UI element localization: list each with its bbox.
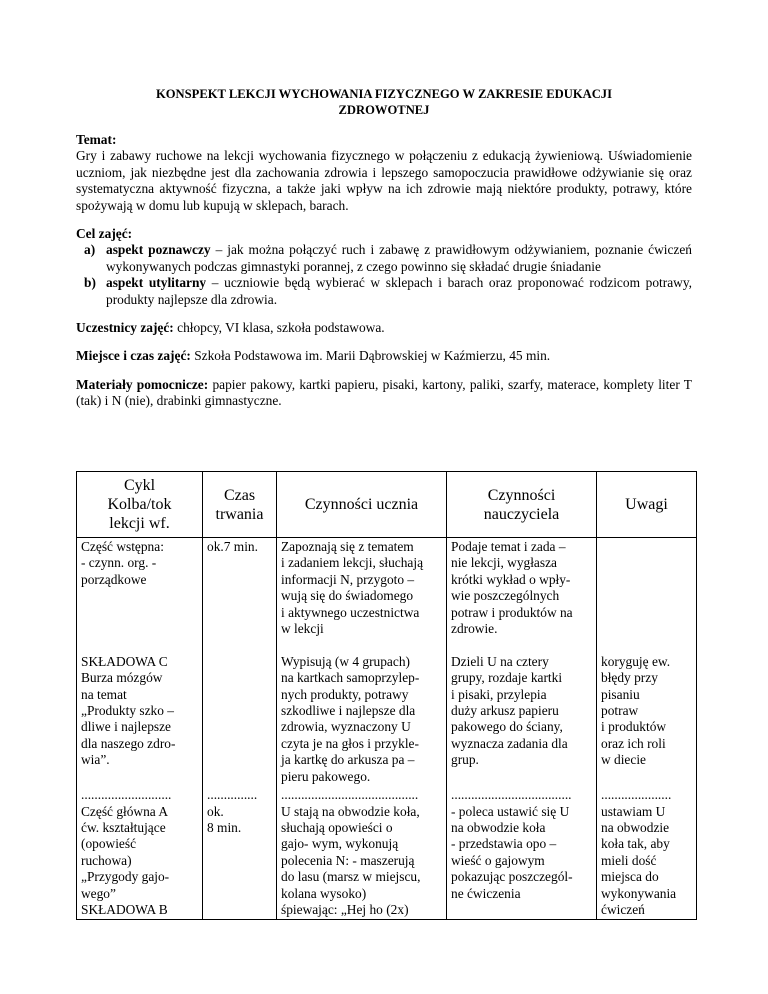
goal-marker: b) [84,275,96,291]
cell-student-activities: Zapoznają się z tematem i zadaniem lekcji, słuchają informacji N, przygoto – wują się do świadomego i aktywnego uczestnictwa w lekcji Wypisują (w 4 grupach) na kartkach samoprzylep- nych produkty, potrawy szkodliwe i najlepsze dla zdrowia, wyznaczony U czyta je na głos i przykle- ja kartkę do arkusza pa – pieru pakowego. [277,538,447,787]
goal-marker: a) [84,242,96,258]
topic-text: Gry i zabawy ruchowe na lekcji wychowania fizycznego w połączeniu z edukacją żywieniową. Uświadomienie uczniom, jak niezbędne jest dla zachowania zdrowia i lepszego samopoczucia prawidłowe odżywianie się oraz systematyczna aktywność fizyczna, a także jaki wpływ na ich zdrowie mają niektóre produkty, potrawy, które spożywają w domu lub kupują w sklepach, barach. [76,148,692,213]
table-row [77,786,697,920]
goal-item [84,275,692,308]
cell-teacher-activities: .................................... - poleca ustawić się U na obwodzie koła - przedstawia opo – wieść o gajowym pokazując poszczegól- ne ćwiczenia [447,786,597,920]
cell-notes: koryguję ew. błędy przy pisaniu potraw i produktów oraz ich roli w diecie [597,538,697,787]
goal-item [84,242,692,275]
header-time: Czas trwania [203,472,277,538]
place-text: Szkoła Podstawowa im. Marii Dąbrowskiej w Kaźmierzu, 45 min. [190,348,551,364]
header-notes: Uwagi [597,472,697,538]
participants-text: chłopcy, VI klasa, szkoła podstawowa. [173,320,385,336]
cell-time: ............... ok. 8 min. [203,786,277,920]
topic-label: Temat: [76,132,117,147]
participants-section [76,320,692,336]
title-line-2: ZDROWOTNEJ [338,103,430,117]
cell-cycle: ........................... Część główna A ćw. kształtujące (opowieść ruchowa) „Przygody gajo- wego” SKŁADOWA B [77,786,203,920]
cell-student-activities: ......................................... U stają na obwodzie koła, słuchają opowieści o gajo- wym, wykonują polecenia N: - maszerują do lasu (marsz w miejscu, kolana wysoko) śpiewając: „Hej ho (2x) [277,786,447,920]
goal-text: – jak można połączyć ruch i zabawę z prawidłowym odżywianiem, poznanie ćwiczeń wykonywanych podczas gimnastyki porannej, z czego powinno się składać drugie śniadanie [106,242,692,274]
document-title [76,86,692,118]
header-teacher-activities: Czynności nauczyciela [447,472,597,538]
goal-text: – uczniowie będą wybierać w sklepach i barach oraz proponować rodzicom potrawy, produkty najlepsze dla zdrowia. [106,275,692,307]
cell-cycle: Część wstępna: - czynn. org. - porządkowe SKŁADOWA C Burza mózgów na temat „Produkty szko – dliwe i najlepsze dla naszego zdro- wia”. [77,538,203,787]
goal-term: aspekt utylitarny [106,275,207,291]
goals-section [76,226,692,308]
materials-text: papier pakowy, kartki papieru, pisaki, kartony, paliki, szarfy, materace, komplety liter T (tak) i N (nie), drabinki gimnastyczne. [76,376,692,409]
participants-label: Uczestnicy zajęć: [76,320,174,336]
document-page [76,86,692,422]
materials-label: Materiały pomocnicze: [76,376,209,392]
table-header-row [77,472,697,538]
header-cycle: Cykl Kolba/tok lekcji wf. [77,472,203,538]
place-label: Miejsce i czas zajęć: [76,348,191,364]
place-section [76,348,692,364]
lesson-table [76,471,697,920]
cell-notes: ..................... ustawiam U na obwodzie koła tak, aby mieli dość miejsca do wykonywania ćwiczeń [597,786,697,920]
topic-section [76,132,692,214]
cell-teacher-activities: Podaje temat i zada – nie lekcji, wygłasza krótki wykład o wpły- wie poszczególnych potraw i produktów na zdrowie. Dzieli U na cztery grupy, rozdaje kartki i pisaki, przylepia duży arkusz papieru pakowego do ściany, wyznacza zadania dla grup. [447,538,597,787]
title-line-1: KONSPEKT LEKCJI WYCHOWANIA FIZYCZNEGO W ZAKRESIE EDUKACJI [155,87,613,101]
goals-label: Cel zajęć: [76,226,133,242]
cell-time: ok.7 min. [203,538,277,787]
header-student-activities: Czynności ucznia [277,472,447,538]
table-row [77,538,697,787]
materials-section [76,377,692,410]
goal-term: aspekt poznawczy [106,242,211,258]
